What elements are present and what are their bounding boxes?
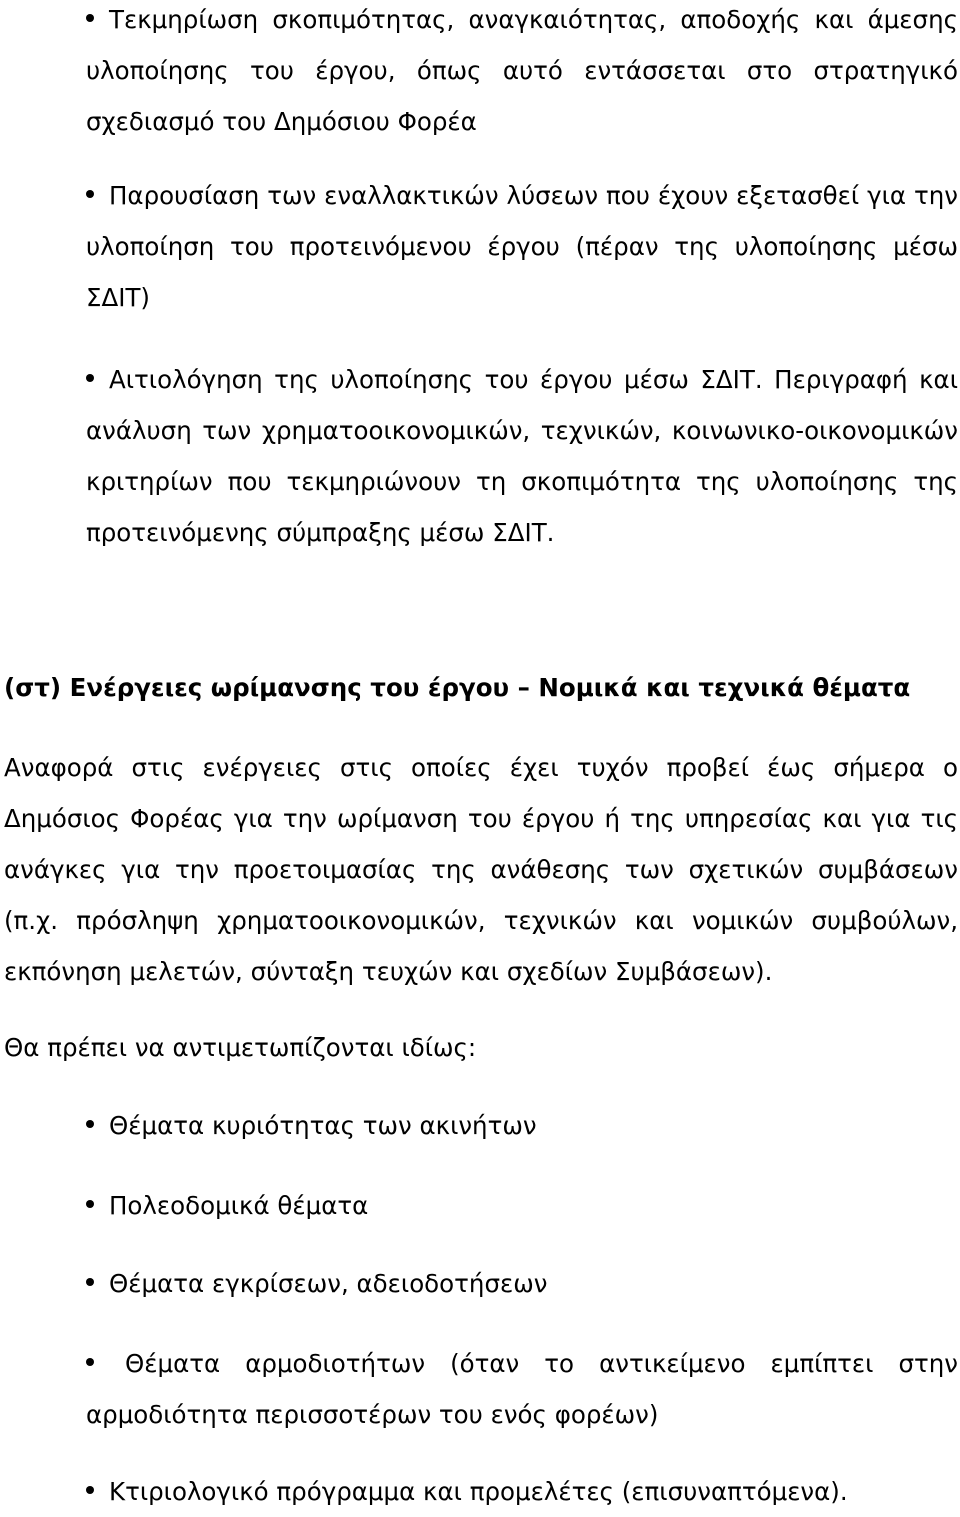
list-item	[86, 170, 958, 323]
bullet-text: Θέματα αρμοδιοτήτων (όταν το αντικείμενο εμπίπτει στην αρμοδιότητα περισσοτέρων του ενός φορέων)	[86, 1349, 958, 1429]
list-item	[86, 1180, 958, 1231]
bullet-text: Τεκμηρίωση σκοπιμότητας, αναγκαιότητας, αποδοχής και άμεσης υλοποίησης του έργου, όπως αυτό εντάσσεται στο στρατηγικό σχεδιασμό του Δημόσιου Φορέα	[86, 5, 958, 136]
bullet-text: Θέματα κυριότητας των ακινήτων	[109, 1111, 537, 1140]
bullet-icon	[86, 374, 94, 382]
bullet-text: Πολεοδομικά θέματα	[109, 1191, 369, 1220]
list-item	[86, 1258, 958, 1309]
list-item	[86, 0, 958, 147]
section-heading: (στ) Ενέργειες ωρίμανσης του έργου – Νομικά και τεχνικά θέματα	[4, 673, 911, 702]
bullet-icon	[86, 1358, 94, 1366]
intro-paragraph: Αναφορά στις ενέργειες στις οποίες έχει τυχόν προβεί έως σήμερα ο Δημόσιος Φορέας για την ωρίμανση του έργου ή της υπηρεσίας και για τις ανάγκες για την προετοιμασίας της ανάθεσης των σχετικών συμβάσεων (π.χ. πρόσληψη χρηματοοικονομικών, τεχνικών και νομικών συμβούλων, εκπόνηση μελετών, σύνταξη τευχών και σχεδίων Συμβάσεων).	[4, 753, 958, 986]
list-item	[86, 1100, 958, 1151]
bullet-icon	[86, 1200, 94, 1208]
bullet-icon	[86, 1120, 94, 1128]
list-item	[86, 1466, 958, 1517]
bullet-icon	[86, 1278, 94, 1286]
list-item	[86, 1338, 958, 1440]
bullet-icon	[86, 14, 94, 22]
bullet-text: Κτιριολογικό πρόγραμμα και προμελέτες (επισυναπτόμενα).	[109, 1477, 848, 1506]
list-item	[86, 354, 958, 558]
bullet-text: Παρουσίαση των εναλλακτικών λύσεων που έχουν εξετασθεί για την υλοποίηση του προτεινόμενου έργου (πέραν της υλοποίησης μέσω ΣΔΙΤ)	[86, 181, 958, 312]
list-intro: Θα πρέπει να αντιμετωπίζονται ιδίως:	[4, 1033, 477, 1062]
bullet-text: Αιτιολόγηση της υλοποίησης του έργου μέσω ΣΔΙΤ. Περιγραφή και ανάλυση των χρηματοοικονομικών, τεχνικών, κοινωνικο-οικονομικών κριτηρίων που τεκμηριώνουν τη σκοπιμότητα της υλοποίησης της προτεινόμενης σύμπραξης μέσω ΣΔΙΤ.	[86, 365, 958, 547]
bullet-text: Θέματα εγκρίσεων, αδειοδοτήσεων	[109, 1269, 548, 1298]
bullet-icon	[86, 190, 94, 198]
bullet-icon	[86, 1486, 94, 1494]
